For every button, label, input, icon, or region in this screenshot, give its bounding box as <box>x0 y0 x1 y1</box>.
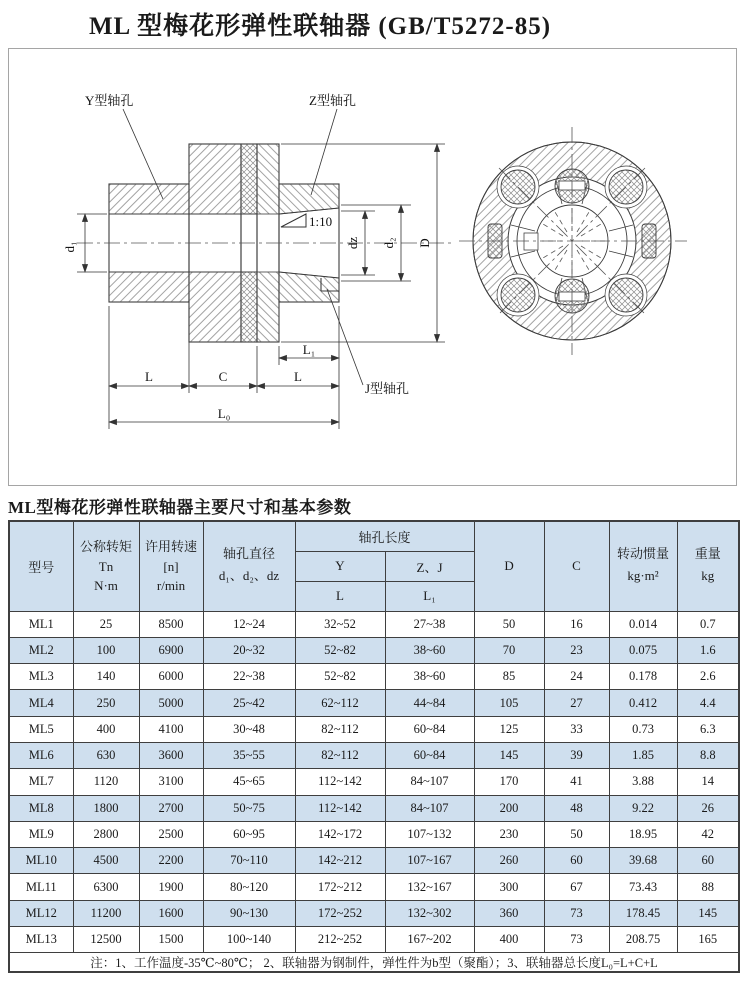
table-cell: 25~42 <box>203 690 295 716</box>
table-cell: ML2 <box>9 637 73 663</box>
table-cell: ML6 <box>9 742 73 768</box>
table-cell: 73 <box>544 927 609 953</box>
table-cell: ML9 <box>9 821 73 847</box>
label-L1: L₁ <box>302 342 316 357</box>
table-cell: 0.014 <box>609 611 677 637</box>
table-cell: 50 <box>474 611 544 637</box>
table-cell: 23 <box>544 637 609 663</box>
table-cell: 50 <box>544 821 609 847</box>
table-cell: 145 <box>677 900 739 926</box>
table-cell: 6900 <box>139 637 203 663</box>
label-dz: dz <box>345 236 360 250</box>
table-cell: 8.8 <box>677 742 739 768</box>
table-cell: 39 <box>544 742 609 768</box>
table-cell: 41 <box>544 769 609 795</box>
table-row <box>9 874 739 900</box>
table-cell: 0.7 <box>677 611 739 637</box>
table-cell: 3100 <box>139 769 203 795</box>
header-L1: L₁ <box>385 581 474 611</box>
table-cell: 172~212 <box>295 874 385 900</box>
table-cell: 14 <box>677 769 739 795</box>
header-Y: Y <box>295 551 385 581</box>
table-cell: 6300 <box>73 874 139 900</box>
table-cell: 60 <box>544 848 609 874</box>
header-model: 型号 <box>9 521 73 611</box>
table-cell: 85 <box>474 664 544 690</box>
table-cell: 212~252 <box>295 927 385 953</box>
table-cell: 62~112 <box>295 690 385 716</box>
label-L-right: L <box>294 369 302 384</box>
table-cell: 12500 <box>73 927 139 953</box>
header-ZJ: Z、J <box>385 551 474 581</box>
table-cell: 112~142 <box>295 795 385 821</box>
table-cell: 50~75 <box>203 795 295 821</box>
table-cell: 39.68 <box>609 848 677 874</box>
header-bore-diameter: 轴孔直径 d₁、d₂、dz <box>203 521 295 611</box>
table-cell: 38~60 <box>385 664 474 690</box>
table-cell: 1120 <box>73 769 139 795</box>
table-cell: ML3 <box>9 664 73 690</box>
label-L0: L₀ <box>217 406 231 421</box>
table-cell: 112~142 <box>295 769 385 795</box>
table-cell: 400 <box>73 716 139 742</box>
table-cell: 82~112 <box>295 716 385 742</box>
table-cell: 2.6 <box>677 664 739 690</box>
table-cell: 9.22 <box>609 795 677 821</box>
table-cell: 82~112 <box>295 742 385 768</box>
table-cell: 26 <box>677 795 739 821</box>
table-cell: 0.412 <box>609 690 677 716</box>
table-cell: 0.73 <box>609 716 677 742</box>
table-cell: 12~24 <box>203 611 295 637</box>
table-cell: 142~172 <box>295 821 385 847</box>
table-cell: 33 <box>544 716 609 742</box>
table-cell: 60 <box>677 848 739 874</box>
header-torque: 公称转矩 Tn N·m <box>73 521 139 611</box>
table-cell: 178.45 <box>609 900 677 926</box>
table-row <box>9 900 739 926</box>
table-cell: 60~84 <box>385 716 474 742</box>
spec-table <box>8 520 740 973</box>
label-j-bore: J型轴孔 <box>365 381 410 396</box>
table-cell: 167~202 <box>385 927 474 953</box>
table-cell: 2500 <box>139 821 203 847</box>
table-cell: 35~55 <box>203 742 295 768</box>
table-cell: 2200 <box>139 848 203 874</box>
table-cell: 105 <box>474 690 544 716</box>
table-body <box>9 611 739 953</box>
table-cell: 84~107 <box>385 795 474 821</box>
table-cell: 4.4 <box>677 690 739 716</box>
table-row <box>9 716 739 742</box>
header-C: C <box>544 521 609 611</box>
header-weight: 重量 kg <box>677 521 739 611</box>
table-cell: 6.3 <box>677 716 739 742</box>
table-cell: 250 <box>73 690 139 716</box>
table-cell: 300 <box>474 874 544 900</box>
table-cell: 360 <box>474 900 544 926</box>
coupling-technical-drawing <box>9 49 738 487</box>
label-y-bore: Y型轴孔 <box>85 93 134 108</box>
table-cell: 140 <box>73 664 139 690</box>
label-z-bore: Z型轴孔 <box>309 93 356 108</box>
page-title: ML 型梅花形弹性联轴器 (GB/T5272-85) <box>88 13 552 40</box>
front-view <box>459 127 687 355</box>
table-cell: 44~84 <box>385 690 474 716</box>
table-cell: 25 <box>73 611 139 637</box>
table-row <box>9 769 739 795</box>
table-cell: 18.95 <box>609 821 677 847</box>
table-note: 注：1、工作温度-35℃~80℃； 2、联轴器为钢制件，弹性件为b型（聚酯）；3、联轴器总长度L₀=L+C+L <box>9 953 739 973</box>
table-cell: ML12 <box>9 900 73 926</box>
table-row <box>9 690 739 716</box>
table-cell: 1.85 <box>609 742 677 768</box>
table-cell: 100 <box>73 637 139 663</box>
table-row <box>9 927 739 953</box>
table-cell: 208.75 <box>609 927 677 953</box>
table-cell: 142~212 <box>295 848 385 874</box>
table-cell: 67 <box>544 874 609 900</box>
table-cell: 80~120 <box>203 874 295 900</box>
table-cell: 172~252 <box>295 900 385 926</box>
table-cell: ML1 <box>9 611 73 637</box>
note-row <box>9 953 739 973</box>
table-cell: 30~48 <box>203 716 295 742</box>
table-cell: 73.43 <box>609 874 677 900</box>
table-cell: 165 <box>677 927 739 953</box>
table-cell: 73 <box>544 900 609 926</box>
table-cell: 88 <box>677 874 739 900</box>
table-cell: ML13 <box>9 927 73 953</box>
label-L-left: L <box>145 369 153 384</box>
header-bore-length-group: 轴孔长度 <box>295 521 474 551</box>
table-cell: 52~82 <box>295 664 385 690</box>
table-cell: 70 <box>474 637 544 663</box>
table-cell: 1900 <box>139 874 203 900</box>
header-L: L <box>295 581 385 611</box>
table-cell: ML8 <box>9 795 73 821</box>
header-inertia: 转动惯量 kg·m² <box>609 521 677 611</box>
table-cell: 1800 <box>73 795 139 821</box>
table-cell: 200 <box>474 795 544 821</box>
table-cell: 45~65 <box>203 769 295 795</box>
label-d2: d₂ <box>381 237 396 249</box>
table-cell: 60~84 <box>385 742 474 768</box>
table-cell: 4500 <box>73 848 139 874</box>
table-cell: 132~167 <box>385 874 474 900</box>
table-cell: 107~167 <box>385 848 474 874</box>
table-cell: 42 <box>677 821 739 847</box>
table-row <box>9 848 739 874</box>
table-cell: ML5 <box>9 716 73 742</box>
table-cell: 32~52 <box>295 611 385 637</box>
table-cell: 60~95 <box>203 821 295 847</box>
table-cell: 400 <box>474 927 544 953</box>
technical-drawing-frame <box>8 48 737 486</box>
table-cell: 22~38 <box>203 664 295 690</box>
table-cell: ML7 <box>9 769 73 795</box>
label-D: D <box>417 238 432 248</box>
table-cell: 107~132 <box>385 821 474 847</box>
table-row <box>9 742 739 768</box>
table-cell: 16 <box>544 611 609 637</box>
taper-symbol <box>281 214 306 227</box>
table-cell: 0.178 <box>609 664 677 690</box>
table-cell: 27~38 <box>385 611 474 637</box>
table-row <box>9 795 739 821</box>
table-cell: 0.075 <box>609 637 677 663</box>
table-cell: 24 <box>544 664 609 690</box>
table-cell: 2800 <box>73 821 139 847</box>
table-cell: ML4 <box>9 690 73 716</box>
table-cell: 100~140 <box>203 927 295 953</box>
table-cell: 52~82 <box>295 637 385 663</box>
table-row <box>9 821 739 847</box>
table-cell: 48 <box>544 795 609 821</box>
table-cell: 1500 <box>139 927 203 953</box>
table-cell: 230 <box>474 821 544 847</box>
table-cell: 3.88 <box>609 769 677 795</box>
header-D: D <box>474 521 544 611</box>
table-cell: 6000 <box>139 664 203 690</box>
table-row <box>9 664 739 690</box>
table-cell: 20~32 <box>203 637 295 663</box>
table-cell: ML10 <box>9 848 73 874</box>
table-cell: ML11 <box>9 874 73 900</box>
table-cell: 260 <box>474 848 544 874</box>
table-cell: 1.6 <box>677 637 739 663</box>
table-cell: 132~302 <box>385 900 474 926</box>
table-row <box>9 637 739 663</box>
table-cell: 630 <box>73 742 139 768</box>
table-cell: 1600 <box>139 900 203 926</box>
table-cell: 125 <box>474 716 544 742</box>
label-taper: 1:10 <box>309 214 333 229</box>
table-cell: 90~130 <box>203 900 295 926</box>
table-row <box>9 611 739 637</box>
table-cell: 3600 <box>139 742 203 768</box>
table-caption: ML型梅花形弹性联轴器主要尺寸和基本参数 <box>8 498 352 517</box>
table-cell: 170 <box>474 769 544 795</box>
table-cell: 2700 <box>139 795 203 821</box>
table-cell: 145 <box>474 742 544 768</box>
table-header <box>9 521 739 611</box>
table-cell: 84~107 <box>385 769 474 795</box>
table-cell: 11200 <box>73 900 139 926</box>
label-C: C <box>218 369 228 384</box>
table-cell: 27 <box>544 690 609 716</box>
header-speed: 许用转速 [n] r/min <box>139 521 203 611</box>
table-cell: 70~110 <box>203 848 295 874</box>
table-cell: 8500 <box>139 611 203 637</box>
table-cell: 5000 <box>139 690 203 716</box>
table-cell: 4100 <box>139 716 203 742</box>
table-cell: 38~60 <box>385 637 474 663</box>
label-d1: d₁ <box>62 241 77 253</box>
